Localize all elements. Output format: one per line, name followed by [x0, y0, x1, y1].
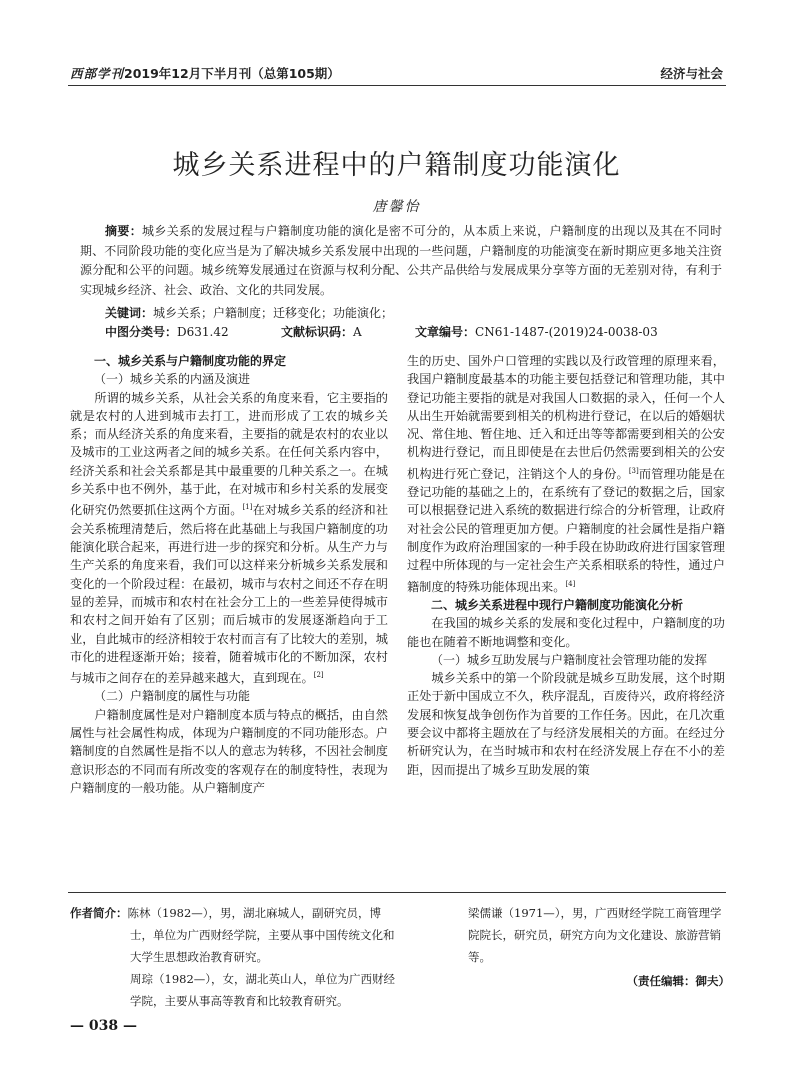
- clc-value: D631.42: [177, 325, 229, 339]
- subsection-heading-1-2: （二）户籍制度的属性与功能: [94, 689, 251, 704]
- author-note: 周琮（1982—），女，湖北英山人，单位为广西财经学院，主要从事高等教育和比较教育研究。: [130, 972, 396, 1008]
- paragraph: 在我国的城乡关系的发展和变化过程中，户籍制度的功能也在随着不断地调整和变化。: [407, 616, 725, 649]
- article-label: 文章编号：: [415, 325, 476, 339]
- keywords-text: 城乡关系；户籍制度；迁移变化；功能演化；: [153, 306, 394, 320]
- paragraph: 城乡关系中的第一个阶段就是城乡互助发展，这个时期正处于新中国成立不久，秩序混乱，百废待兴，政府将经济发展和恢复战争创伤作为首要的工作任务。因此，在几次重要会议中都将主题放在了与经济发展相关的方面。在经过分析研究认为，在当时城市和农村在经济发展上存在不小的差距，因而提出了城乡互助发展的策: [407, 671, 725, 777]
- subsection-heading-1-1: （一）城乡关系的内涵及演进: [94, 372, 251, 387]
- citation: [3]: [628, 466, 639, 475]
- journal-header: [70, 64, 340, 82]
- citation: [1]: [242, 503, 253, 512]
- author-notes-right: [468, 902, 730, 992]
- author-note: 梁儒谦（1971—），男，广西财经学院工商管理学院院长，研究员，研究方向为文化建设、旅游营销等。: [468, 906, 722, 964]
- author-name: 唐馨怡: [372, 199, 421, 215]
- section-heading-1: 一、城乡关系与户籍制度功能的界定: [94, 354, 287, 368]
- author-note: [70, 902, 400, 968]
- citation: [4]: [565, 579, 576, 588]
- abstract: [80, 222, 722, 300]
- paragraph-text: 所谓的城乡关系，从社会关系的角度来看，它主要指的就是农村的人进到城市去打工，进而形成了工农的城乡关系；而从经济关系的角度来看，主要指的就是农村的农业以及城市的工业这两者之间的城乡关系。在任何关系内容中，经济关系和社会关系都是其中最重要的几种关系之一。在城乡关系中也不例外，基于此，在对城市和乡村关系的发展变化研究仍然要抓住这两个方面。: [70, 390, 388, 518]
- page-number: — 038 —: [70, 1018, 137, 1034]
- author-note-text: 陈林（1982—），男，湖北麻城人，副研究员，博士，单位为广西财经学院，主要从事中国传统文化和大学生思想政治教育研究。: [127, 906, 395, 964]
- abstract-text: 城乡关系的发展过程与户籍制度功能的演化是密不可分的，从本质上来说，户籍制度的出现以及其在不同时期、不同阶段功能的变化应当是为了解决城乡关系发展中出现的一些问题，户籍制度的功能演变在新时期应更多地关注资源分配和公平的问题。城乡统筹发展通过在资源与权利分配、公共产品供给与发展成果分享等方面的无差别对待，有利于实现城乡经济、社会、政治、文化的共同发展。: [80, 224, 722, 297]
- left-column: [70, 352, 388, 797]
- doc-label: 文献标识码：: [281, 325, 354, 339]
- notes-label: 作者简介：: [70, 906, 128, 920]
- keywords: [105, 304, 393, 323]
- abstract-label: 摘要：: [105, 224, 143, 238]
- article-value: CN61-1487-(2019)24-0038-03: [475, 325, 658, 339]
- doc-code: [281, 323, 362, 342]
- classification-meta: [105, 323, 725, 342]
- paragraph: [70, 389, 388, 688]
- author-notes-left: [70, 902, 400, 1012]
- journal-logo: 西部学刊: [70, 66, 125, 81]
- editor-credit: （责任编辑：御夫）: [626, 974, 730, 988]
- paragraph: [407, 352, 725, 596]
- issue-info: 2019年12月下半月刊（总第105期）: [124, 66, 340, 81]
- article-title: 城乡关系进程中的户籍制度功能演化: [172, 150, 621, 181]
- keywords-label: 关键词：: [105, 306, 154, 320]
- right-column: [407, 352, 725, 779]
- paragraph-text: 生的历史、国外户口管理的实践以及行政管理的原理来看，我国户籍制度最基本的功能主要包括登记和管理功能，其中登记功能主要指的就是对我国人口数据的录入，任何一个人从出生开始就需要到相关的机构进行登记，在以后的婚姻状况、常住地、暂住地、迁入和迁出等等都需要到相关的公安机构进行登记，而且即使是在去世后仍然需要到相关的公安机构进行死亡登记，注销这个人的身份。: [407, 354, 725, 481]
- article-number: [415, 323, 658, 342]
- footnote-rule: [68, 892, 726, 893]
- section-label: 经济与社会: [660, 66, 723, 81]
- doc-value: A: [353, 325, 362, 339]
- paragraph: 户籍制度属性是对户籍制度本质与特点的概括，由自然属性与社会属性构成，体现为户籍制度的不同功能形态。户籍制度的自然属性是指不以人的意志为转移，不因社会制度意识形态的不同而有所改变的客观存在的制度特性，表现为户籍制度的一般功能。从户籍制度产: [70, 707, 388, 795]
- paragraph-text: 在对城乡关系的经济和社会关系梳理清楚后，然后将在此基础上与我国户籍制度的功能演化联合起来，再进行进一步的探究和分析。从生产力与生产关系的角度来看，我们可以这样来分析城乡关系发展和变化的一个阶段过程：在最初，城市与农村之间还不存在明显的差异，而城市和农村在社会分工上的一些差异使得城市和农村之间开始有了区别；而后城市的发展逐渐趋向于工业，自此城市的经济相较于农村而言有了比较大的差别，城市化的进程逐渐开始；接着，随着城市化的不断加深，农村与城市之间存在的差异越来越大，直到现在。: [70, 503, 389, 686]
- citation: [2]: [313, 671, 324, 680]
- clc-label: 中图分类号：: [105, 325, 178, 339]
- header-rule: [68, 85, 726, 86]
- paragraph-text: 而管理功能是在登记功能的基础之上的，在系统有了登记的数据之后，国家可以根据登记进入系统的数据进行综合的分析管理，让政府对社会公民的管理更加方便。户籍制度的社会属性是指户籍制度作为政府治理国家的一种手段在协助政府进行国家管理过程中所体现的与一定社会生产关系相联系的特性，通过户籍制度的特殊功能体现出来。: [407, 466, 726, 594]
- subsection-heading-2-1: （一）城乡互助发展与户籍制度社会管理功能的发挥: [431, 652, 708, 667]
- section-heading-2: 二、城乡关系进程中现行户籍制度功能演化分析: [431, 597, 684, 612]
